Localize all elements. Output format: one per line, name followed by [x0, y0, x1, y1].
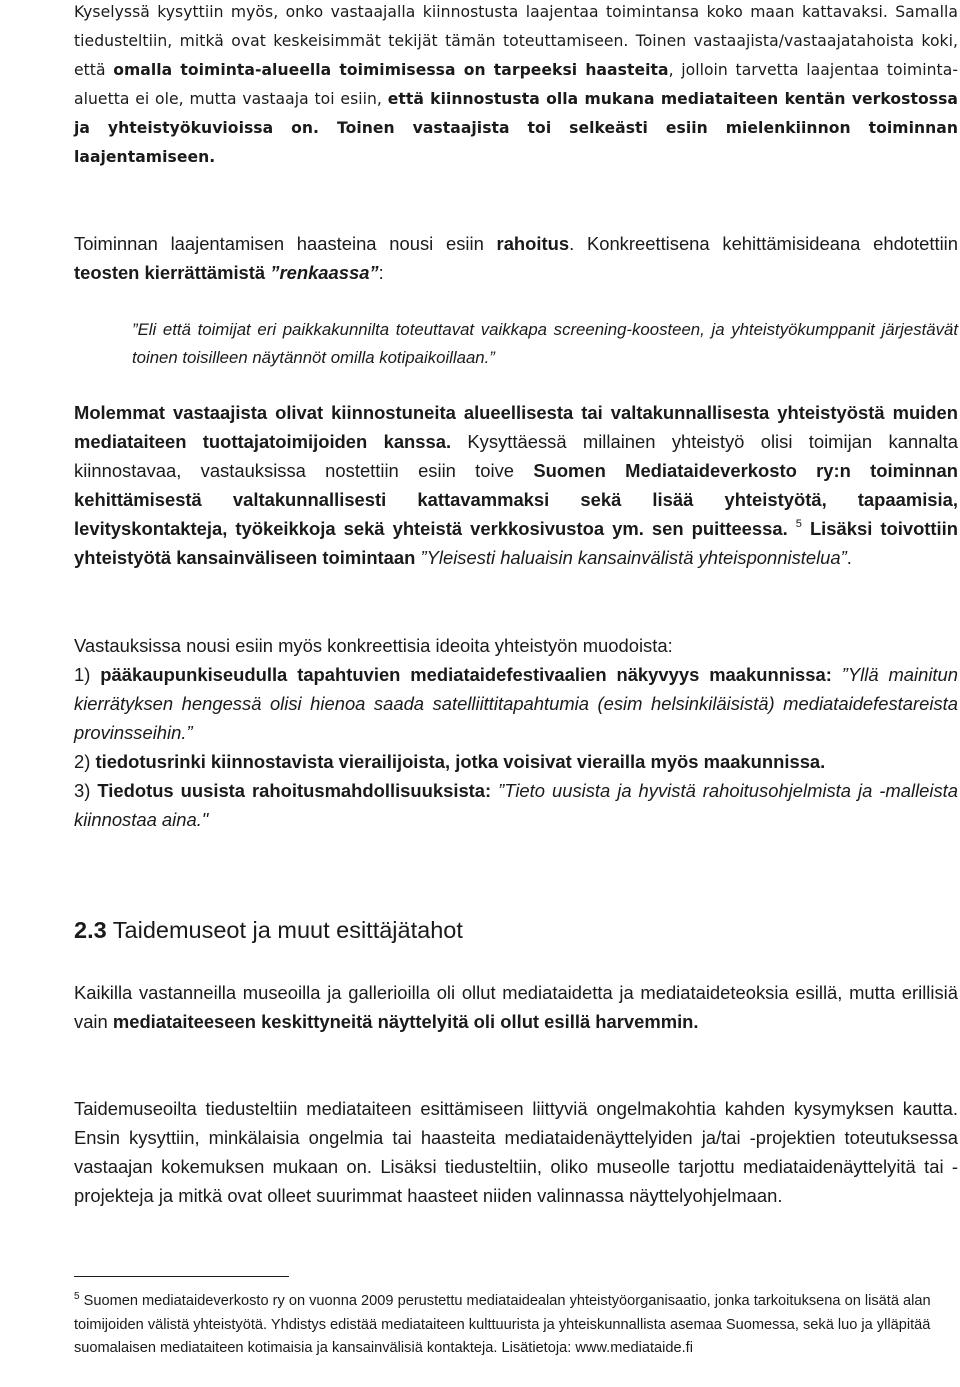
- section-number: 2.3: [74, 917, 107, 943]
- text-run: . Konkreettisena kehittämisideana ehdotettiin: [569, 233, 958, 254]
- section-title: Taidemuseot ja muut esittäjätahot: [106, 917, 463, 943]
- bold-run: pääkaupunkiseudulla tapahtuvien mediataidefestivaalien näkyvyys maakunnissa:: [100, 664, 832, 685]
- paragraph-cooperation: [74, 398, 958, 572]
- bold-run: Lisäksi toivottiin yhteistyötä kansainväliseen toimintaan: [74, 518, 958, 568]
- text-run: Kyselyssä kysyttiin myös, onko vastaajalla kiinnostusta laajentaa toimintansa koko maan kattavaksi. Samalla tiedusteltiin, mitkä ovat keskeisimmät tekijät tämän toteuttamiseen. Toinen vastaajista/vastaajatahoista koki, että: [74, 3, 958, 79]
- footnote-separator: [74, 1276, 289, 1277]
- bold-run: että kiinnostusta olla mukana mediataiteen kentän verkostossa ja yhteistyökuvioissa on. Toinen vastaajista toi selkeästi esiin mielenkiinnon toiminnan laajentamiseen.: [74, 90, 959, 166]
- text-run: Kaikilla vastanneilla museoilla ja gallerioilla oli ollut mediataidetta ja mediataideteoksia esillä, mutta erillisiä vain: [74, 982, 958, 1032]
- bold-run: Suomen Mediataideverkosto ry:n toiminnan kehittämisestä valtakunnallisesti kattavammaksi sekä lisää yhteistyötä, tapaamisia, levityskontakteja, työkeikkoja sekä yhteistä verkkosivustoa ym. sen puitteessa.: [74, 460, 959, 539]
- list-number: 3): [74, 780, 98, 801]
- paragraph-museums: [74, 978, 958, 1036]
- bold-run: Molemmat vastaajista olivat kiinnostuneita alueellisesta tai valtakunnallisesta yhteistyöstä muiden mediataiteen tuottajatoimijoiden kanssa.: [74, 402, 958, 452]
- paragraph-art-museums: Taidemuseoilta tiedusteltiin mediataiteen esittämiseen liittyviä ongelmakohtia kahden kysymyksen kautta. Ensin kysyttiin, minkälaisia ongelmia tai haasteita mediataidenäyttelyiden ja/tai -projektien toteutuksessa vastaajan kokemuksen mukaan on. Lisäksi tiedusteltiin, oliko museolle tarjottu mediataidenäyttelyitä tai -projekteja ja mitkä ovat olleet suurimmat haasteet niiden valinnassa näyttelyohjelmaan.: [74, 1098, 958, 1206]
- list-number: 1): [74, 664, 101, 685]
- bold-italic-run: ”renkaassa”: [270, 262, 379, 283]
- footnote: [74, 1290, 958, 1361]
- ideas-section: [74, 631, 958, 834]
- list-number: 2): [74, 751, 96, 772]
- idea-item-2: [74, 747, 958, 776]
- text-run: , jolloin tarvetta laajentaa toiminta-aluetta ei ole, mutta vastaaja toi esiin,: [74, 61, 958, 108]
- bold-run: Tiedotus uusista rahoitusmahdollisuuksista:: [97, 780, 492, 801]
- footnote-reference: 5: [795, 518, 802, 530]
- text-run: :: [378, 262, 384, 283]
- bold-run: rahoitus: [496, 233, 570, 254]
- italic-run: ”Tieto uusista ja hyvistä rahoitusohjelmista ja -malleista kiinnostaa aina.": [74, 780, 958, 830]
- text-run: .: [846, 547, 852, 568]
- idea-item-1: [74, 660, 958, 747]
- block-quote: ”Eli että toimijat eri paikkakunnilta toteuttavat vaikkapa screening-koosteen, ja yhteistyökumppanit järjestävät toinen toisilleen näytännöt omilla kotipaikoillaan.”: [132, 320, 958, 367]
- section-heading: [74, 914, 958, 946]
- text-run: Kysyttäessä millainen yhteistyö olisi toimijan kannalta kiinnostavaa, vastauksissa nostettiin esiin toive: [74, 431, 958, 481]
- text-run: Toiminnan laajentamisen haasteina nousi esiin: [74, 233, 497, 254]
- italic-run: ”Yllä mainitun kierrätyksen hengessä olisi hienoa saada satelliittitapahtumia (esim helsinkiläisistä) mediataidefestareista provinsseihin.”: [74, 664, 958, 743]
- bold-run: mediataiteeseen keskittyneitä näyttelyitä oli ollut esillä harvemmin.: [112, 1011, 699, 1032]
- footnote-text: Suomen mediataideverkosto ry on vuonna 2009 perustettu mediataidealan yhteistyöorganisaatio, jonka tarkoituksena on lisätä alan toimijoiden välistä yhteistyötä. Yhdistys edistää mediataiteen kulttuurista ja yhteiskunnallista asemaa Suomessa, sekä luo ja ylläpitää suomalaisen mediataiteen kotimaisia ja kansainvälisiä kontakteja. Lisätietoja: www.mediataide.fi: [74, 1293, 931, 1356]
- bold-run: teosten kierrättämistä: [74, 262, 271, 283]
- paragraph-survey-expansion: [74, 0, 958, 172]
- bold-run: omalla toiminta-alueella toimimisessa on tarpeeksi haasteita: [113, 61, 669, 79]
- idea-item-3: [74, 776, 958, 834]
- italic-run: ”Yleisesti haluaisin kansainvälistä yhteisponnistelua”: [415, 547, 847, 568]
- footnote-number: 5: [74, 1291, 80, 1302]
- ideas-intro: Vastauksissa nousi esiin myös konkreettisia ideoita yhteistyön muodoista:: [74, 635, 673, 656]
- bold-run: tiedotusrinki kiinnostavista vierailijoista, jotka voisivat vierailla myös maakunnissa.: [95, 751, 826, 772]
- paragraph-challenges: [74, 229, 958, 287]
